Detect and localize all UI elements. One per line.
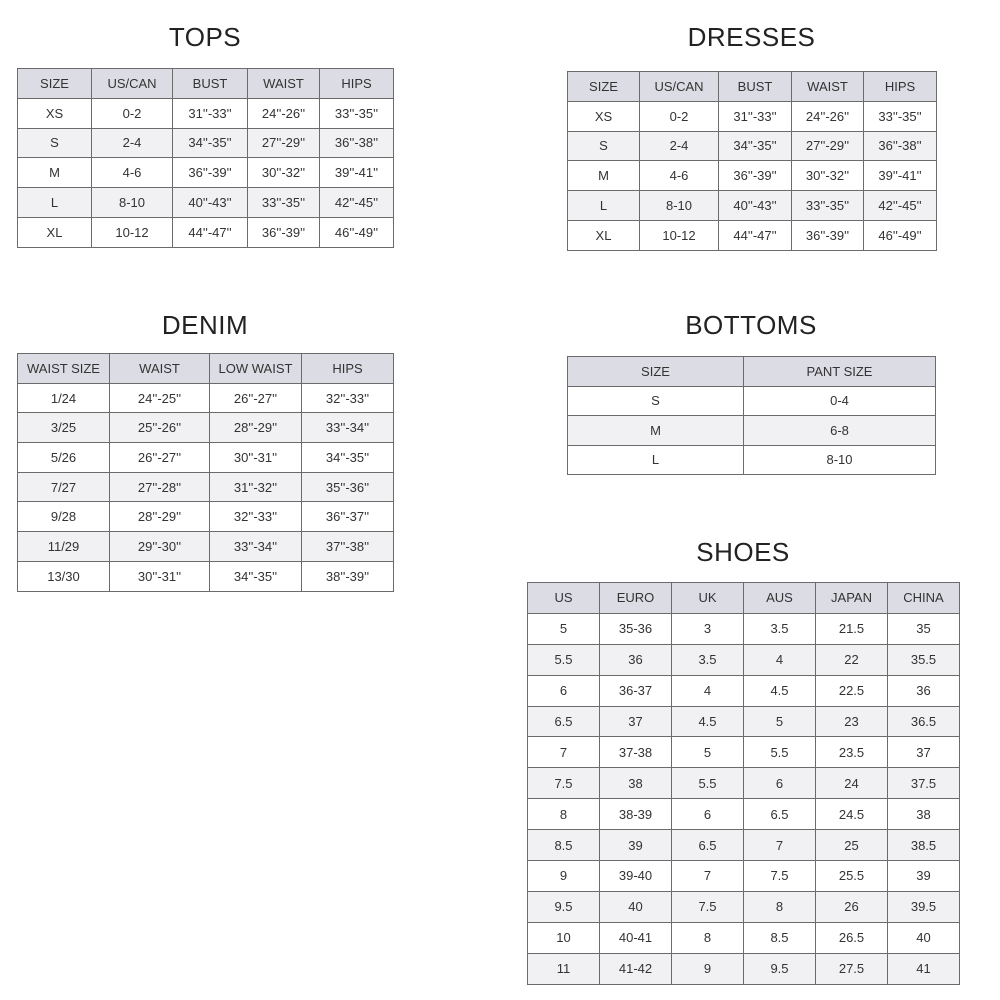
column-header: BUST <box>719 72 792 102</box>
table-cell: 6.5 <box>528 706 600 737</box>
table-cell: 27''-29'' <box>248 128 320 158</box>
table-row <box>528 922 960 953</box>
table-cell: 10-12 <box>640 220 719 250</box>
table-cell: 36 <box>888 675 960 706</box>
table-row <box>18 413 394 443</box>
column-header: BUST <box>173 69 248 99</box>
table-row <box>528 768 960 799</box>
table-cell: 24.5 <box>816 799 888 830</box>
table-cell: 36''-39'' <box>248 217 320 247</box>
table-cell: XL <box>568 220 640 250</box>
column-header: UK <box>672 583 744 614</box>
table-cell: 34''-35'' <box>302 443 394 473</box>
table-cell: 23.5 <box>816 737 888 768</box>
table-cell: 26''-27'' <box>110 443 210 473</box>
column-header: US/CAN <box>640 72 719 102</box>
table-cell: 36 <box>600 644 672 675</box>
table-cell: XS <box>18 98 92 128</box>
dresses-title: DRESSES <box>687 22 816 52</box>
table-row <box>18 158 394 188</box>
column-header: HIPS <box>864 72 937 102</box>
table-row <box>18 383 394 413</box>
table-cell: 7.5 <box>672 891 744 922</box>
table-cell: 35-36 <box>600 613 672 644</box>
table-cell: 26''-27'' <box>210 383 302 413</box>
table-cell: 8-10 <box>744 445 936 475</box>
table-row <box>18 98 394 128</box>
table-cell: 24 <box>816 768 888 799</box>
table-cell: 5.5 <box>528 644 600 675</box>
column-header: JAPAN <box>816 583 888 614</box>
column-header: US/CAN <box>92 69 173 99</box>
table-cell: 9.5 <box>744 953 816 984</box>
table-cell: 24''-25'' <box>110 383 210 413</box>
denim-table-body <box>18 383 394 591</box>
table-cell: 7/27 <box>18 472 110 502</box>
table-cell: L <box>18 188 92 218</box>
table-cell: 8 <box>744 891 816 922</box>
table-cell: 3/25 <box>18 413 110 443</box>
table-cell: 2-4 <box>92 128 173 158</box>
table-header-row <box>528 583 960 614</box>
table-cell: 29''-30'' <box>110 532 210 562</box>
column-header: CHINA <box>888 583 960 614</box>
table-row <box>18 217 394 247</box>
table-row <box>568 386 936 416</box>
table-cell: 8 <box>672 922 744 953</box>
table-row <box>528 830 960 861</box>
table-row <box>528 799 960 830</box>
table-cell: 31''-33'' <box>173 98 248 128</box>
table-cell: 6.5 <box>672 830 744 861</box>
table-cell: 5 <box>672 737 744 768</box>
shoes-table-header <box>528 583 960 614</box>
column-header: HIPS <box>302 354 394 384</box>
table-cell: S <box>568 131 640 161</box>
table-cell: 36''-39'' <box>173 158 248 188</box>
column-header: SIZE <box>568 72 640 102</box>
table-cell: 1/24 <box>18 383 110 413</box>
column-header: SIZE <box>568 357 744 387</box>
table-cell: S <box>18 128 92 158</box>
table-header-row <box>18 69 394 99</box>
table-cell: 0-2 <box>640 101 719 131</box>
table-cell: 37 <box>888 737 960 768</box>
table-cell: 24''-26'' <box>248 98 320 128</box>
table-cell: 2-4 <box>640 131 719 161</box>
table-cell: 5.5 <box>744 737 816 768</box>
table-cell: 42''-45'' <box>864 191 937 221</box>
column-header: WAIST <box>110 354 210 384</box>
table-cell: 23 <box>816 706 888 737</box>
table-cell: 37 <box>600 706 672 737</box>
bottoms-title: BOTTOMS <box>685 310 817 340</box>
denim-title: DENIM <box>161 310 249 340</box>
table-header-row <box>18 354 394 384</box>
column-header: WAIST SIZE <box>18 354 110 384</box>
table-row <box>568 220 937 250</box>
table-cell: 8 <box>528 799 600 830</box>
table-cell: 22 <box>816 644 888 675</box>
table-cell: 41-42 <box>600 953 672 984</box>
table-cell: 37.5 <box>888 768 960 799</box>
table-cell: 3.5 <box>744 613 816 644</box>
table-cell: 8-10 <box>92 188 173 218</box>
table-row <box>528 675 960 706</box>
table-cell: 8-10 <box>640 191 719 221</box>
table-cell: 24''-26'' <box>792 101 864 131</box>
table-cell: 5 <box>528 613 600 644</box>
column-header: WAIST <box>248 69 320 99</box>
column-header: PANT SIZE <box>744 357 936 387</box>
table-cell: 40 <box>600 891 672 922</box>
table-cell: 40 <box>888 922 960 953</box>
column-header: LOW WAIST <box>210 354 302 384</box>
table-cell: 33''-35'' <box>248 188 320 218</box>
table-cell: 11/29 <box>18 532 110 562</box>
table-cell: 39''-41'' <box>320 158 394 188</box>
table-cell: L <box>568 445 744 475</box>
table-cell: 4 <box>672 675 744 706</box>
table-row <box>568 416 936 446</box>
column-header: HIPS <box>320 69 394 99</box>
table-row <box>18 128 394 158</box>
table-cell: 5.5 <box>672 768 744 799</box>
table-cell: 39 <box>600 830 672 861</box>
table-cell: M <box>18 158 92 188</box>
table-cell: 32''-33'' <box>210 502 302 532</box>
table-cell: 25 <box>816 830 888 861</box>
table-cell: 46''-49'' <box>864 220 937 250</box>
table-row <box>568 101 937 131</box>
bottoms-table-body <box>568 386 936 475</box>
table-cell: 5 <box>744 706 816 737</box>
table-header-row <box>568 72 937 102</box>
table-cell: 33''-34'' <box>302 413 394 443</box>
table-row <box>18 188 394 218</box>
table-cell: 9 <box>672 953 744 984</box>
table-cell: 0-4 <box>744 386 936 416</box>
table-cell: 28''-29'' <box>210 413 302 443</box>
table-cell: 27''-29'' <box>792 131 864 161</box>
table-header-row <box>568 357 936 387</box>
table-cell: 13/30 <box>18 561 110 591</box>
table-cell: 4.5 <box>744 675 816 706</box>
table-cell: 7 <box>744 830 816 861</box>
table-row <box>18 472 394 502</box>
table-cell: 6 <box>672 799 744 830</box>
table-cell: XL <box>18 217 92 247</box>
table-cell: 42''-45'' <box>320 188 394 218</box>
table-cell: 38''-39'' <box>302 561 394 591</box>
table-cell: 6 <box>528 675 600 706</box>
table-row <box>528 737 960 768</box>
dresses-table-header <box>568 72 937 102</box>
bottoms-size-table <box>567 356 936 475</box>
table-cell: 36''-39'' <box>719 161 792 191</box>
table-cell: 3.5 <box>672 644 744 675</box>
table-cell: 7.5 <box>744 861 816 892</box>
tops-title: TOPS <box>168 22 242 52</box>
table-cell: 36''-37'' <box>302 502 394 532</box>
table-cell: 0-2 <box>92 98 173 128</box>
table-cell: 38 <box>600 768 672 799</box>
table-cell: 25.5 <box>816 861 888 892</box>
table-cell: 7 <box>528 737 600 768</box>
table-cell: 41 <box>888 953 960 984</box>
table-row <box>528 891 960 922</box>
shoes-table-body <box>528 613 960 984</box>
table-cell: 7 <box>672 861 744 892</box>
table-row <box>568 131 937 161</box>
table-row <box>528 861 960 892</box>
table-row <box>568 445 936 475</box>
table-cell: 44''-47'' <box>719 220 792 250</box>
table-cell: 4-6 <box>92 158 173 188</box>
table-cell: 22.5 <box>816 675 888 706</box>
table-cell: 33''-35'' <box>792 191 864 221</box>
bottoms-table-header <box>568 357 936 387</box>
table-cell: 33''-34'' <box>210 532 302 562</box>
table-row <box>528 706 960 737</box>
table-cell: 35 <box>888 613 960 644</box>
table-row <box>18 443 394 473</box>
table-cell: 46''-49'' <box>320 217 394 247</box>
table-cell: M <box>568 161 640 191</box>
table-cell: 34''-35'' <box>210 561 302 591</box>
table-cell: 36''-38'' <box>864 131 937 161</box>
table-cell: 35''-36'' <box>302 472 394 502</box>
column-header: US <box>528 583 600 614</box>
table-cell: 31''-32'' <box>210 472 302 502</box>
table-row <box>18 561 394 591</box>
table-cell: 30''-32'' <box>248 158 320 188</box>
table-cell: 34''-35'' <box>719 131 792 161</box>
table-cell: 10-12 <box>92 217 173 247</box>
table-cell: 28''-29'' <box>110 502 210 532</box>
table-cell: 10 <box>528 922 600 953</box>
table-cell: 38-39 <box>600 799 672 830</box>
table-row <box>528 613 960 644</box>
denim-table-header <box>18 354 394 384</box>
column-header: EURO <box>600 583 672 614</box>
column-header: SIZE <box>18 69 92 99</box>
shoes-title: SHOES <box>696 537 790 567</box>
table-cell: 40''-43'' <box>173 188 248 218</box>
table-cell: M <box>568 416 744 446</box>
table-cell: 26 <box>816 891 888 922</box>
table-cell: 26.5 <box>816 922 888 953</box>
table-cell: 9/28 <box>18 502 110 532</box>
table-cell: 30''-31'' <box>110 561 210 591</box>
table-cell: 27.5 <box>816 953 888 984</box>
table-row <box>568 161 937 191</box>
table-cell: 34''-35'' <box>173 128 248 158</box>
table-row <box>528 953 960 984</box>
table-cell: 33''-35'' <box>864 101 937 131</box>
table-cell: 5/26 <box>18 443 110 473</box>
table-cell: 36.5 <box>888 706 960 737</box>
table-cell: 39.5 <box>888 891 960 922</box>
table-cell: 35.5 <box>888 644 960 675</box>
dresses-table-body <box>568 101 937 250</box>
tops-table-body <box>18 98 394 247</box>
denim-size-table <box>17 353 394 592</box>
dresses-size-table <box>567 71 937 251</box>
table-cell: 11 <box>528 953 600 984</box>
table-cell: 7.5 <box>528 768 600 799</box>
table-cell: 36''-39'' <box>792 220 864 250</box>
table-cell: 3 <box>672 613 744 644</box>
table-cell: 32''-33'' <box>302 383 394 413</box>
table-cell: 30''-32'' <box>792 161 864 191</box>
table-row <box>18 532 394 562</box>
table-cell: 31''-33'' <box>719 101 792 131</box>
table-cell: 39-40 <box>600 861 672 892</box>
shoes-size-table <box>527 582 960 985</box>
table-cell: L <box>568 191 640 221</box>
table-cell: 37''-38'' <box>302 532 394 562</box>
table-row <box>528 644 960 675</box>
table-cell: 40''-43'' <box>719 191 792 221</box>
table-cell: S <box>568 386 744 416</box>
table-cell: 44''-47'' <box>173 217 248 247</box>
tops-size-table <box>17 68 394 248</box>
tops-table-header <box>18 69 394 99</box>
table-cell: 6.5 <box>744 799 816 830</box>
table-row <box>568 191 937 221</box>
table-cell: 39''-41'' <box>864 161 937 191</box>
table-cell: 38.5 <box>888 830 960 861</box>
table-cell: 9.5 <box>528 891 600 922</box>
table-cell: 36-37 <box>600 675 672 706</box>
table-cell: 33''-35'' <box>320 98 394 128</box>
column-header: AUS <box>744 583 816 614</box>
table-cell: 8.5 <box>528 830 600 861</box>
table-cell: 6-8 <box>744 416 936 446</box>
table-row <box>18 502 394 532</box>
table-cell: 40-41 <box>600 922 672 953</box>
table-cell: 30''-31'' <box>210 443 302 473</box>
table-cell: 37-38 <box>600 737 672 768</box>
table-cell: 6 <box>744 768 816 799</box>
table-cell: 4-6 <box>640 161 719 191</box>
table-cell: XS <box>568 101 640 131</box>
table-cell: 38 <box>888 799 960 830</box>
table-cell: 4 <box>744 644 816 675</box>
table-cell: 4.5 <box>672 706 744 737</box>
column-header: WAIST <box>792 72 864 102</box>
table-cell: 39 <box>888 861 960 892</box>
table-cell: 21.5 <box>816 613 888 644</box>
table-cell: 8.5 <box>744 922 816 953</box>
table-cell: 27''-28'' <box>110 472 210 502</box>
table-cell: 25''-26'' <box>110 413 210 443</box>
table-cell: 36''-38'' <box>320 128 394 158</box>
table-cell: 9 <box>528 861 600 892</box>
